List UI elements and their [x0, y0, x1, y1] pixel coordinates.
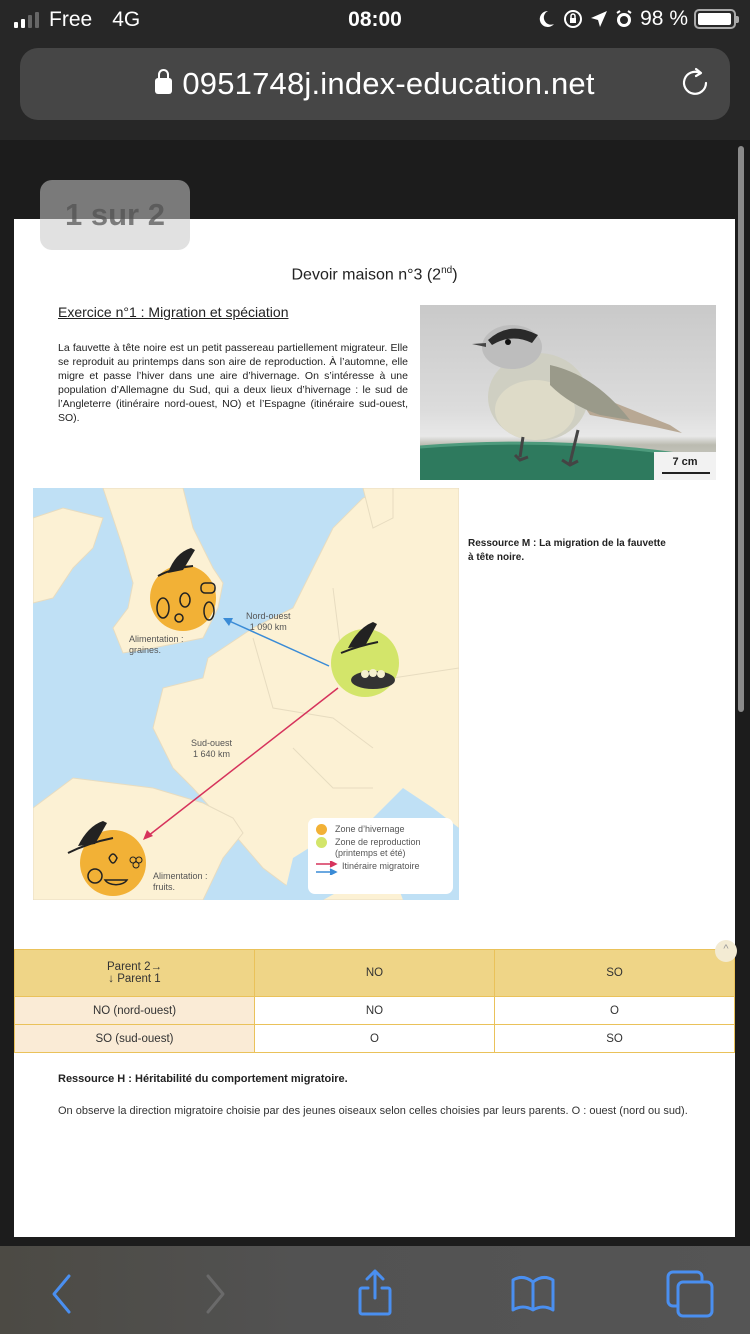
browser-toolbar — [0, 1246, 750, 1334]
lock-icon — [155, 78, 172, 94]
location-icon — [590, 10, 608, 28]
table-row — [15, 1025, 735, 1053]
reload-icon[interactable] — [678, 66, 712, 100]
document-page — [14, 219, 735, 1237]
nw-route-label: Nord-ouest 1 090 km — [246, 611, 291, 632]
table-corner-cell: Parent 2→ ↓ Parent 1 — [15, 950, 255, 997]
share-button[interactable] — [350, 1268, 400, 1318]
status-bar — [0, 0, 750, 44]
address-bar[interactable] — [20, 48, 730, 120]
vertical-scrollbar[interactable] — [738, 146, 744, 712]
forward-button[interactable] — [190, 1268, 240, 1318]
table-cell: O — [495, 997, 735, 1025]
browser-address-area — [0, 44, 750, 140]
battery-icon — [694, 9, 736, 29]
row-header: NO (nord-ouest) — [15, 997, 255, 1025]
back-button[interactable] — [36, 1268, 86, 1318]
legend-breeding: Zone de reproduction (printemps et été) — [335, 837, 421, 858]
column-header: SO — [495, 950, 735, 997]
intro-paragraph: La fauvette à tête noire est un petit passereau partiellement migrateur. Elle se reproduit au printemps dans son aire de reproduction. À l’automne, elle migre et passe l’hiver dans une aire d’hivernage. On s’intéresse à une population d’Allemagne du Sud, qui a deux lieux d’hivernage : le sud de l’Angleterre (itinéraire nord-ouest, NO) et l’Espagne (itinéraire sud-ouest, SO). — [58, 342, 408, 424]
title-text: Devoir maison n°3 (2 — [291, 266, 442, 284]
wintering-dot-icon — [316, 824, 327, 835]
migration-map — [33, 488, 459, 900]
exercise-title: Exercice n°1 : Migration et spéciation — [58, 304, 289, 320]
column-header: NO — [255, 950, 495, 997]
table-row — [15, 997, 735, 1025]
clock: 08:00 — [348, 8, 402, 31]
scale-bar — [654, 452, 716, 480]
battery-percent: 98 % — [640, 7, 688, 30]
document-title — [14, 265, 735, 284]
orientation-lock-icon — [562, 8, 584, 30]
resource-h-text: On observe la direction migratoire choisie par des jeunes oiseaux selon celles choisies par leurs parents. O : ouest (nord ou sud). — [58, 1105, 688, 1117]
route-arrows-icon — [316, 861, 338, 875]
table-cell: SO — [495, 1025, 735, 1053]
collapse-chevron-icon[interactable]: ^ — [715, 940, 737, 962]
carrier-name: Free — [49, 8, 93, 31]
title-superscript: nd — [441, 265, 453, 276]
scale-line — [662, 472, 710, 474]
breeding-dot-icon — [316, 837, 327, 848]
bird-photo — [420, 305, 716, 480]
title-end: ) — [452, 266, 458, 284]
food-spain-label: Alimentation : fruits. — [153, 871, 208, 892]
row-header: SO (sud-ouest) — [15, 1025, 255, 1053]
url-text[interactable]: 0951748j.index-education.net — [182, 66, 595, 101]
resource-h-title: Ressource H : Héritabilité du comportement migratoire. — [58, 1073, 348, 1085]
map-legend — [308, 818, 453, 894]
sw-route-label: Sud-ouest 1 640 km — [191, 738, 233, 759]
moon-icon — [536, 9, 556, 29]
table-cell: O — [255, 1025, 495, 1053]
resource-m-caption: Ressource M : La migration de la fauvette à tête noire. — [468, 538, 666, 563]
scale-label: 7 cm — [672, 456, 698, 468]
tabs-button[interactable] — [665, 1268, 715, 1318]
table-header-row — [15, 950, 735, 997]
legend-route: Itinéraire migratoire — [342, 861, 420, 871]
page-indicator: 1 sur 2 — [40, 180, 190, 250]
bookmarks-button[interactable] — [508, 1268, 558, 1318]
pdf-viewer[interactable] — [0, 140, 750, 1246]
food-uk-label: Alimentation : graines. — [129, 634, 184, 655]
legend-wintering: Zone d’hivernage — [335, 824, 405, 834]
heritability-table — [14, 949, 735, 1053]
alarm-icon — [614, 9, 634, 29]
network-type: 4G — [112, 8, 141, 31]
table-cell: NO — [255, 997, 495, 1025]
